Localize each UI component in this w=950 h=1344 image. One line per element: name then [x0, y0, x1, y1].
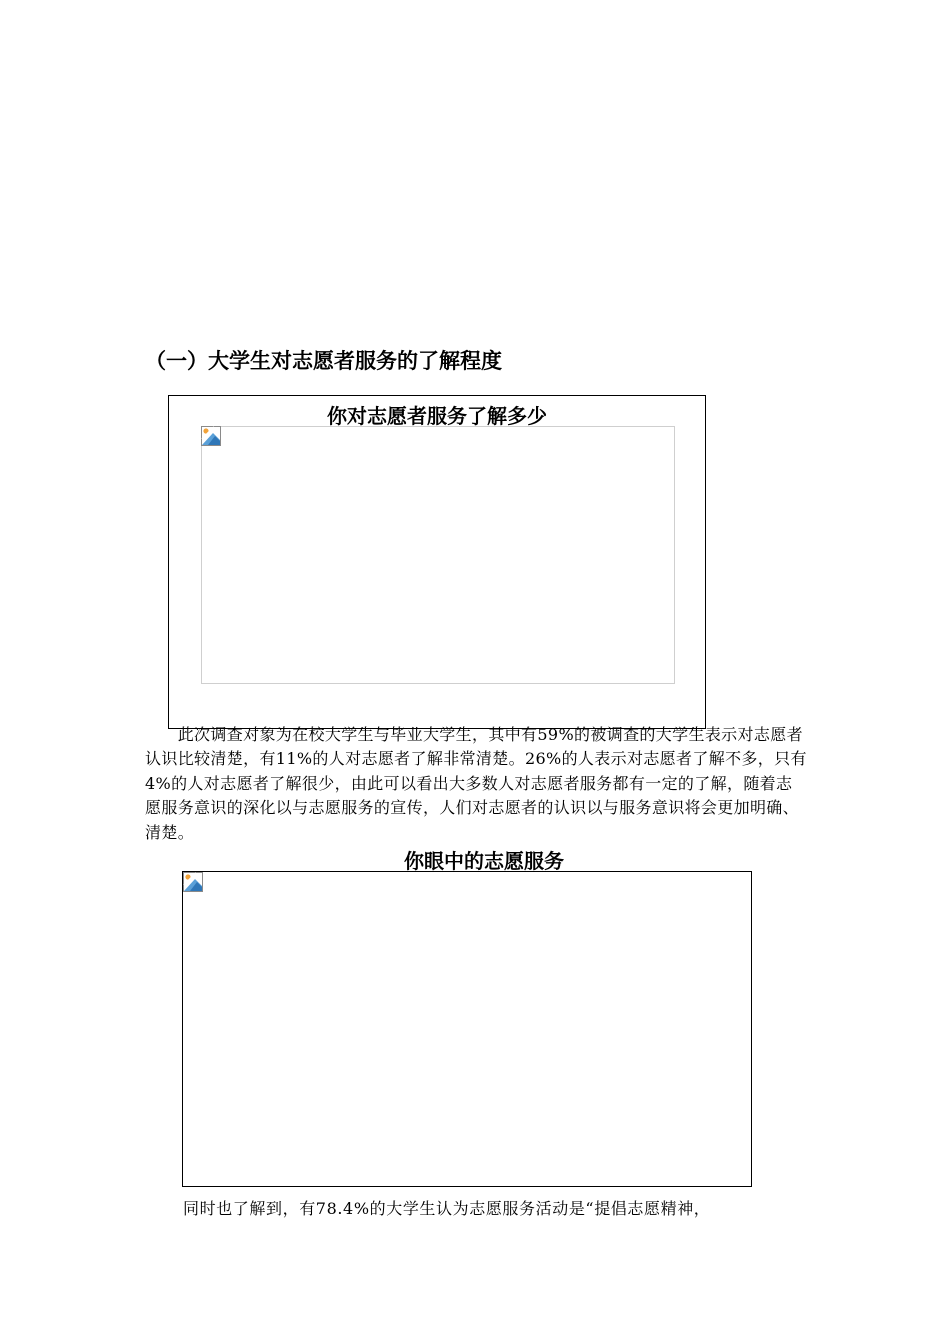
- chart-title-service-view: 你眼中的志愿服务: [404, 849, 564, 873]
- paragraph-knowledge-analysis: 此次调查对象为在校大学生与毕业大学生，其中有59%的被调查的大学生表示对志愿者认识比较清楚，有11%的人对志愿者了解非常清楚。26%的人表示对志愿者了解不多，只有4%的人对志愿者了解很少，由此可以看出大多数人对志愿者服务都有一定的了解，随着志愿服务意识的深化以与志愿服务的宣传，人们对志愿者的认识以与服务意识将会更加明确、清楚。: [145, 725, 807, 842]
- paragraph-service-view: 同时也了解到，有78.4%的大学生认为志愿服务活动是“提倡志愿精神，: [183, 1199, 711, 1218]
- chart-frame-knowledge: [168, 395, 706, 729]
- broken-image-icon: [183, 872, 203, 896]
- chart-title-knowledge: 你对志愿者服务了解多少: [327, 404, 547, 428]
- chart-frame-service-view: [182, 871, 752, 1187]
- chart-image-placeholder: [201, 426, 675, 684]
- section-heading: （一）大学生对志愿者服务的了解程度: [145, 349, 502, 373]
- broken-image-icon: [201, 426, 221, 450]
